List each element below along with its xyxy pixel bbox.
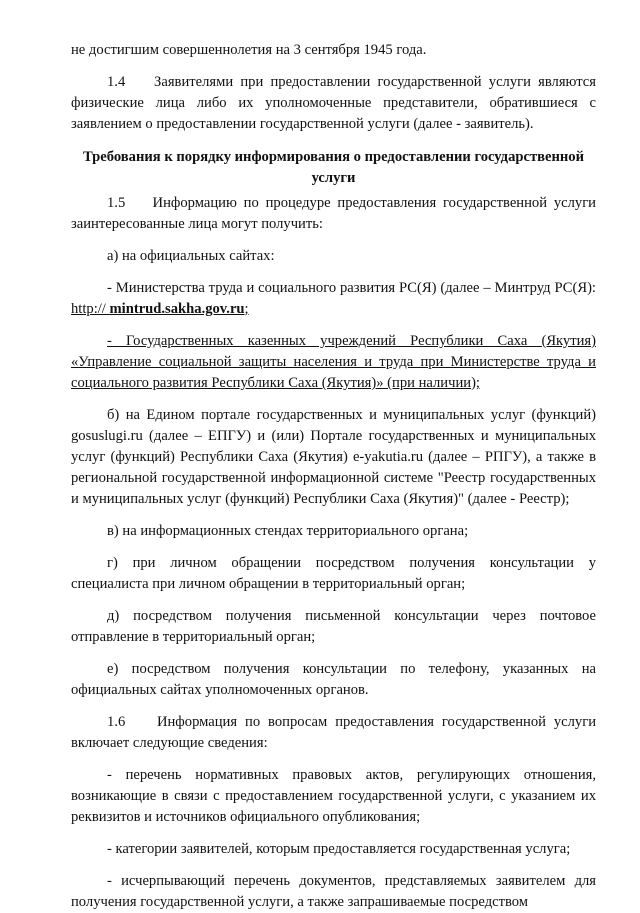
item-v: в) на информационных стендах территориального органа; (107, 523, 469, 539)
item-ministry (71, 278, 596, 320)
item-normative-acts: - перечень нормативных правовых актов, регулирующих отношения, возникающие в связи с предоставлением государственной услуги, с указанием их реквизитов и источников официального опубликования; (71, 767, 596, 825)
link-suffix: ; (244, 301, 249, 317)
item-d: д) посредством получения письменной консультации через почтовое отправление в территориальный орган; (71, 608, 596, 645)
item-categories: - категории заявителей, которым предоставляется государственная услуга; (107, 841, 571, 857)
paragraph-1-4: 1.4 Заявителями при предоставлении государственной услуги являются физические лица либо их уполномоченные представители, обратившиеся с заявлением о предоставлении государственной услуги (далее - заявитель). (71, 74, 596, 132)
mintrud-link[interactable] (71, 301, 249, 317)
item-documents: - исчерпывающий перечень документов, представляемых заявителем для получения государственной услуги, а также запрашиваемые посредством (71, 873, 596, 910)
item-g: г) при личном обращении посредством получения консультации у специалиста при личном обращении в территориальный орган; (71, 555, 596, 592)
paragraph-1-6: 1.6 Информация по вопросам предоставления государственной услуги включает следующие сведения: (71, 714, 596, 751)
paragraph-continuation: не достигшим совершеннолетия на 3 сентября 1945 года. (71, 42, 427, 58)
link-domain: mintrud.sakha.gov.ru (109, 301, 245, 317)
paragraph-1-5: 1.5 Информацию по процедуре предоставления государственной услуги заинтересованные лица могут получить: (71, 195, 596, 232)
item-b: б) на Едином портале государственных и муниципальных услуг (функций) gosuslugi.ru (далее – ЕПГУ) и (или) Портале государственных и муниципальных услуг (функций) Республики Саха (Якутия) e-yakutia.ru (далее – РПГУ), а также в региональной государственной информационной системе "Реестр государственных и муниципальных услуг (функций) Республики Саха (Якутия)" (далее - Реестр); (71, 407, 596, 507)
section-heading: Требования к порядку информирования о предоставлении государственной услуги (82, 149, 585, 186)
link-prefix: http:// (71, 301, 110, 317)
item-e: е) посредством получения консультации по телефону, указанных на официальных сайтах уполномоченных органов. (71, 661, 596, 698)
ministry-text: - Министерства труда и социального развития РС(Я) (далее – Минтруд РС(Я): (107, 280, 596, 296)
item-a: а) на официальных сайтах: (107, 248, 275, 264)
item-institutions: - Государственных казенных учреждений Республики Саха (Якутия) «Управление социальной защиты населения и труда при Министерстве труда и социального развития Республики Саха (Якутия)» (при наличии); (71, 333, 596, 391)
